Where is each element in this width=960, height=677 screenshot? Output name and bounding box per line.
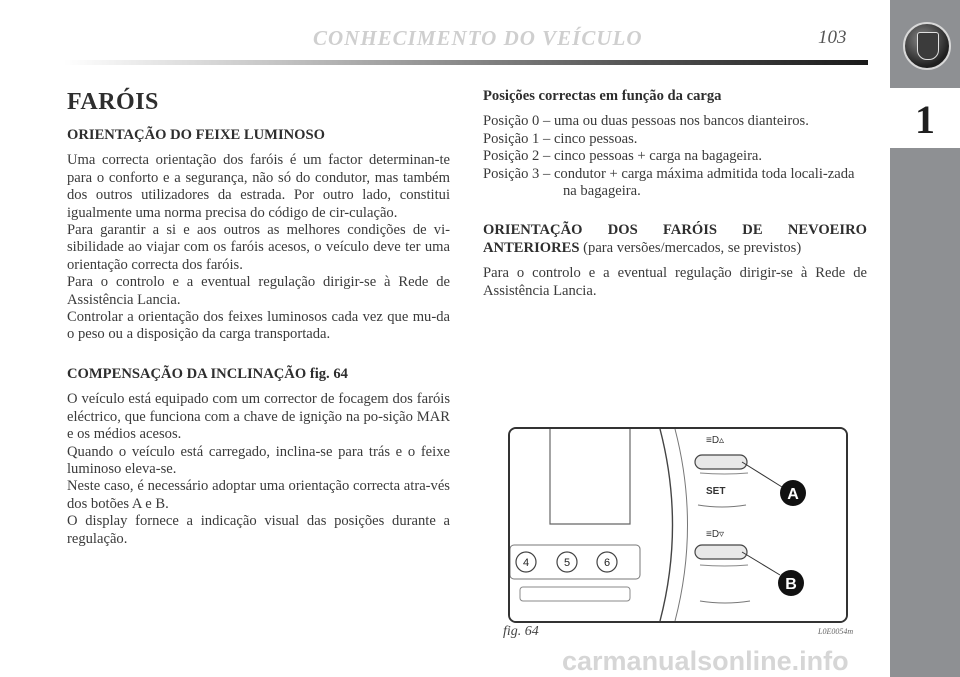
section-heading-orientation: ORIENTAÇÃO DO FEIXE LUMINOSO [67,127,325,143]
figure-code: L0E0054m [818,627,854,636]
paragraph: O display fornece a indicação visual das posições durante a regulação. [67,513,450,547]
callout-a-label: A [787,486,799,503]
callout-b-label: B [785,576,797,593]
preset-6-label: 6 [603,557,611,569]
dashboard-illustration [510,429,846,621]
header-rule [64,60,868,65]
position-item: Posição 3 – condutor + carga máxima admitida toda locali-zada na bagageira. [483,165,855,200]
fog-paragraph: Para o controlo e a eventual regulação dirigir-se à Rede de Assistência Lancia. [483,265,867,299]
paragraph: O veículo está equipado com um corrector de focagem dos faróis eléctrico, que funciona com a chave de ignição na po-sição MAR e os médios acesos. [67,391,450,443]
fog-heading-line [483,222,867,257]
headlight-down-icon: ≡D▿ [706,529,725,540]
page-header [0,0,890,72]
preset-4-label: 4 [522,557,530,569]
set-label: SET [706,486,726,497]
paragraph: Controlar a orientação dos feixes luminosos cada vez que mu-da o peso ou a disposição da carga transportada. [67,309,450,343]
button-a-shape [695,455,747,469]
paragraph: Neste caso, é necessário adoptar uma orientação correcta atra-vés dos botões A e B. [67,478,450,512]
paragraph: Uma correcta orientação dos faróis é um factor determinan-te para o conforto e a segurança, não só do condutor, mas também dos outros utilizadores da estrada. Por outro lado, constitui igualmente uma norma precisa do código de cir-culação. [67,152,450,221]
chapter-number: 1 [915,97,935,142]
figure-64 [508,427,848,623]
paragraph: Quando o veículo está carregado, inclina-se para trás e o feixe luminoso eleva-se. [67,443,450,477]
watermark: carmanualsonline.info [562,646,849,676]
right-column [483,88,867,300]
fog-heading-suffix: (para versões/mercados, se previstos) [579,239,802,256]
paragraph: Para garantir a si e aos outros as melhores condições de vi-sibilidade ao viajar com os faróis acesos, o veículo deve ter uma orientação correcta dos faróis. [67,222,450,273]
figure-caption: fig. 64 [503,624,539,639]
page-title: FARÓIS [67,89,159,115]
section-heading-compensation: COMPENSAÇÃO DA INCLINAÇÃO fig. 64 [67,365,348,382]
position-item: Posição 2 – cinco pessoas + carga na bagageira. [483,148,763,165]
chapter-tab [890,88,960,148]
headlight-up-icon: ≡D▵ [706,435,725,446]
paragraph: Para o controlo e a eventual regulação dirigir-se à Rede de Assistência Lancia. [67,274,450,308]
logo-shield [917,32,939,60]
running-title: CONHECIMENTO DO VEÍCULO [313,26,643,50]
fog-heading: ORIENTAÇÃO DOS FARÓIS DE NEVOEIRO ANTERIORES [483,222,867,256]
button-b-shape [695,545,747,559]
left-column [67,88,450,548]
position-item: Posição 0 – uma ou duas pessoas nos bancos dianteiros. [483,113,809,130]
lancia-logo-icon [903,22,951,70]
preset-5-label: 5 [563,557,571,569]
page-number: 103 [818,27,847,48]
position-item: Posição 1 – cinco pessoas. [483,130,638,147]
positions-heading: Posições correctas em função da carga [483,88,722,104]
